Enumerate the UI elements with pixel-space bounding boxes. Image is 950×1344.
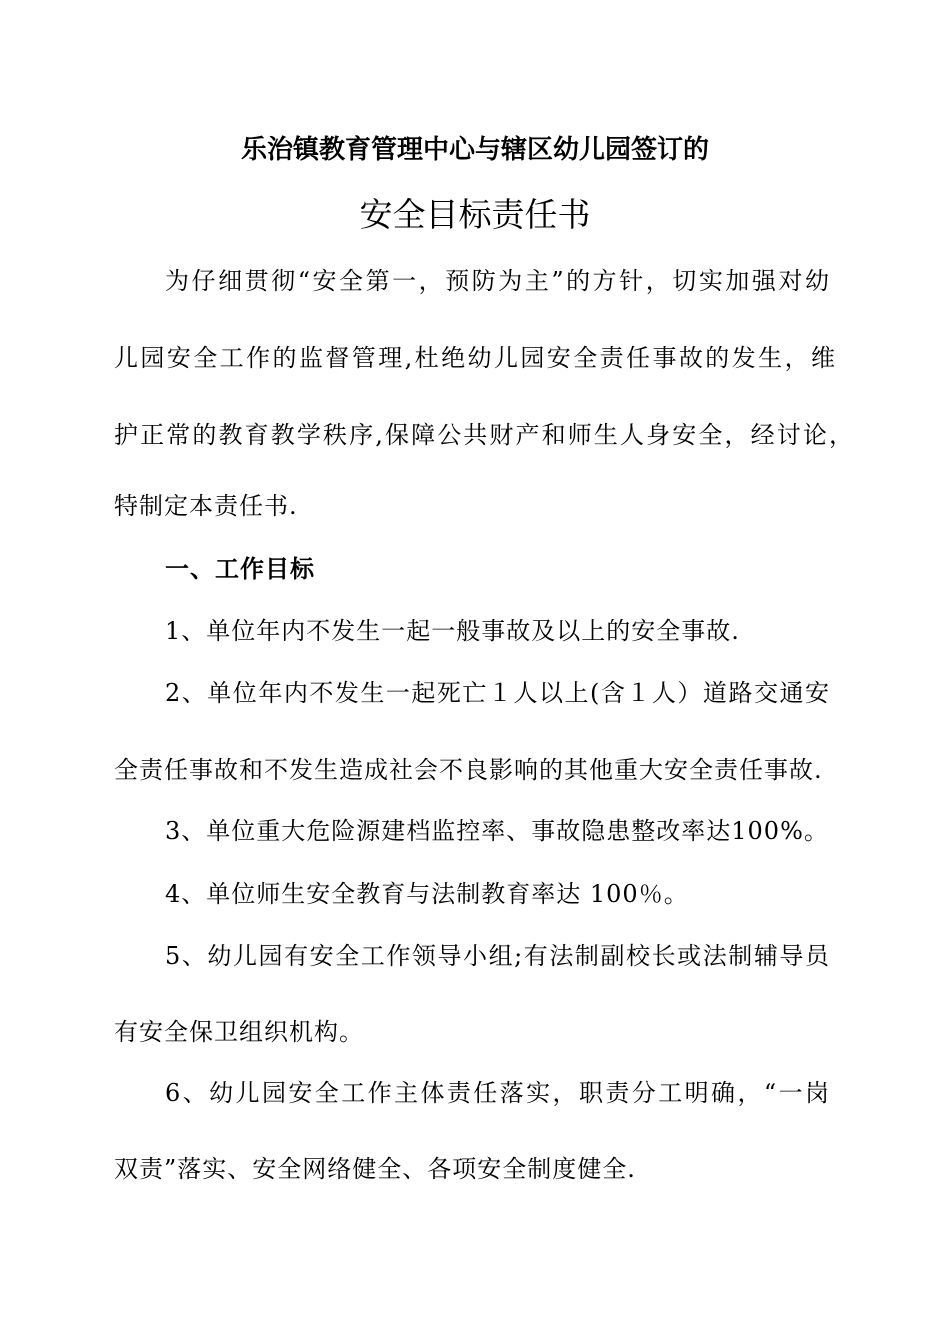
section-heading-work-goals: 一、工作目标 bbox=[165, 555, 315, 583]
intro-line-1: 为仔细贯彻“安全第一，预防为主”的方针，切实加强对幼 bbox=[165, 267, 830, 295]
goal-item-2-line-1: 2、单位年内不发生一起死亡１人以上(含１人）道路交通安 bbox=[165, 679, 830, 707]
document-title-line1: 乐治镇教育管理中心与辖区幼儿园签订的 bbox=[240, 135, 709, 165]
intro-line-3: 护正常的教育教学秩序,保障公共财产和师生人身安全，经讨论， bbox=[114, 421, 854, 449]
goal-item-3: 3、单位重大危险源建档监控率、事故隐患整改率达100%。 bbox=[165, 817, 829, 845]
goal-item-2-line-2: 全责任事故和不发生造成社会不良影响的其他重大安全责任事故. bbox=[114, 756, 823, 784]
intro-line-2: 儿园安全工作的监督管理,杜绝幼儿园安全责任事故的发生，维 bbox=[114, 344, 836, 372]
goal-item-5-line-1: 5、幼儿园有安全工作领导小组;有法制副校长或法制辅导员 bbox=[165, 942, 830, 970]
goal-item-6-line-1: 6、幼儿园安全工作主体责任落实，职责分工明确，“一岗 bbox=[165, 1079, 830, 1107]
document-title-line2: 安全目标责任书 bbox=[359, 195, 591, 234]
goal-item-1: 1、单位年内不发生一起一般事故及以上的安全事故. bbox=[165, 617, 740, 645]
intro-line-4: 特制定本责任书. bbox=[114, 492, 298, 520]
goal-item-5-line-2: 有安全保卫组织机构。 bbox=[114, 1018, 364, 1046]
goal-item-4: 4、单位师生安全教育与法制教育率达 100％。 bbox=[165, 880, 689, 908]
goal-item-6-line-2: 双责”落实、安全网络健全、各项安全制度健全. bbox=[114, 1155, 636, 1183]
